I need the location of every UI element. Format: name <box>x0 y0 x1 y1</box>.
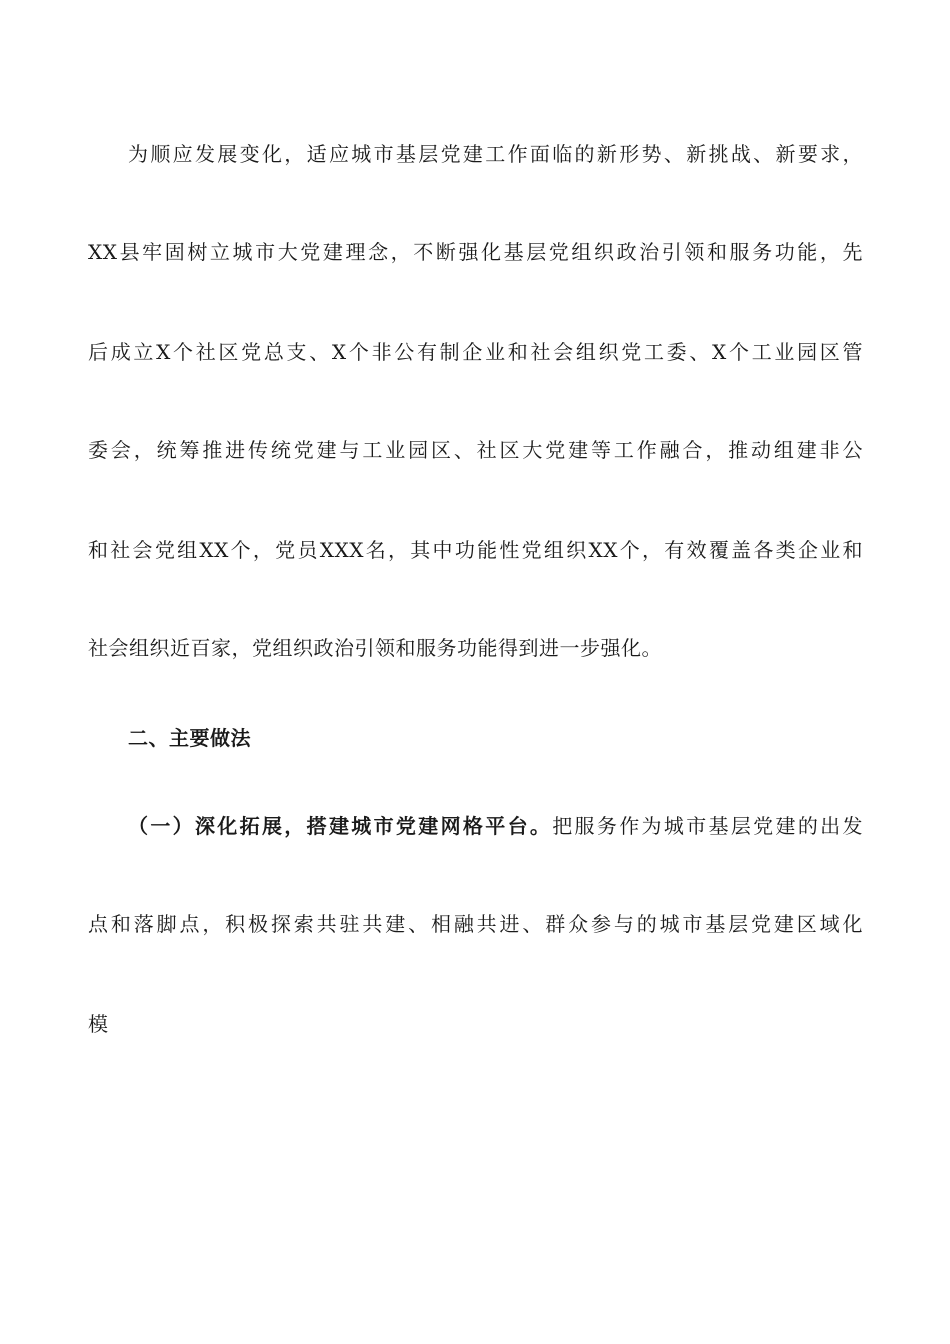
paragraph-2-line-3: 模 <box>88 1012 109 1036</box>
paragraph-1-line-6: 社会组织近百家，党组织政治引领和服务功能得到进一步强化。 <box>88 636 662 660</box>
paragraph-2-line-1-rest: 把服务作为城市基层党建的出发 <box>552 814 863 838</box>
paragraph-1-line-2: XX县牢固树立城市大党建理念，不断强化基层党组织政治引领和服务功能，先 <box>88 240 863 264</box>
paragraph-1-line-5: 和社会党组XX个，党员XXX名，其中功能性党组织XX个，有效覆盖各类企业和 <box>88 538 863 562</box>
paragraph-2-bold-lead: （一）深化拓展，搭建城市党建网格平台。 <box>128 814 553 838</box>
section-heading: 二、主要做法 <box>128 726 251 750</box>
paragraph-1-line-1: 为顺应发展变化，适应城市基层党建工作面临的新形势、新挑战、新要求， <box>128 142 863 166</box>
paragraph-2-line-2: 点和落脚点，积极探索共驻共建、相融共进、群众参与的城市基层党建区域化 <box>88 912 863 936</box>
paragraph-1-line-4: 委会，统筹推进传统党建与工业园区、社区大党建等工作融合，推动组建非公 <box>88 438 863 462</box>
paragraph-2-line-1 <box>128 812 863 840</box>
paragraph-1-line-3: 后成立X个社区党总支、X个非公有制企业和社会组织党工委、X个工业园区管 <box>88 340 863 364</box>
